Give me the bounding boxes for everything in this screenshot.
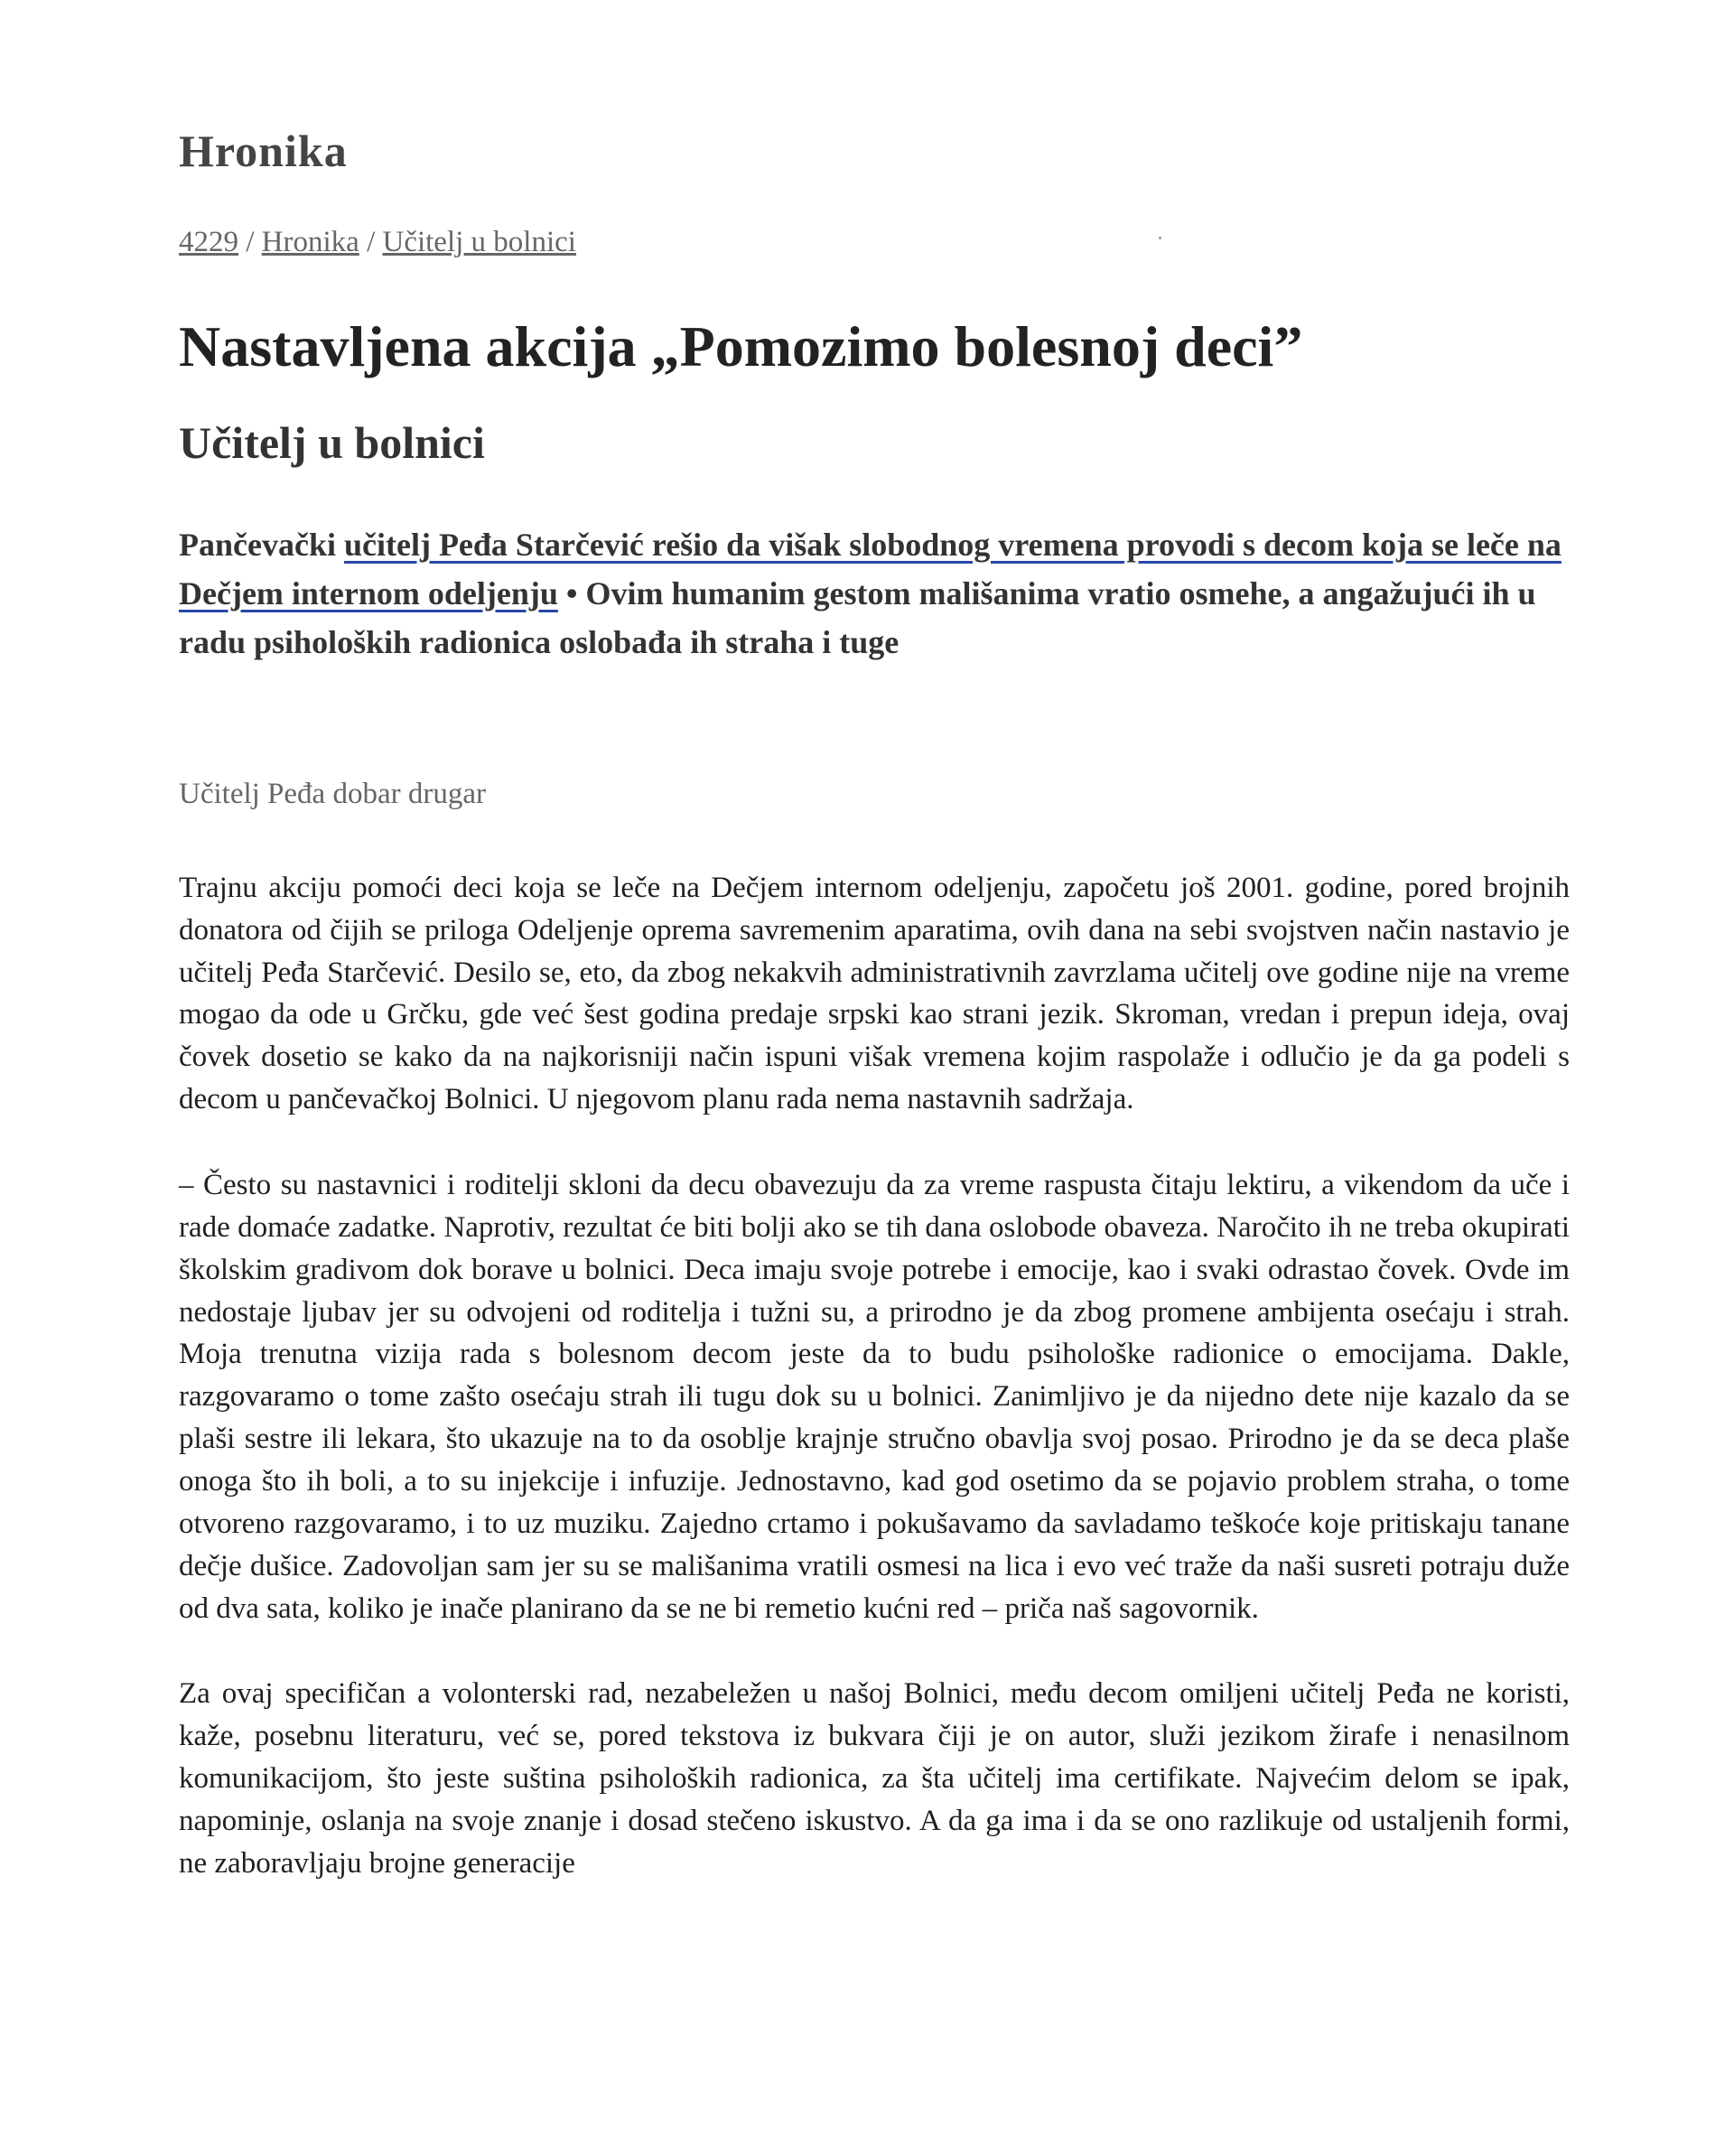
article-page [179, 126, 1570, 1928]
article-subheadline: Učitelj u bolnici [179, 417, 485, 469]
article-lead [179, 520, 1570, 667]
article-paragraph: – Često su nastavnici i roditelji skloni da decu obavezuju da za vreme raspusta čitaju lektiru, a vikendom da uče i rade domaće zadatke. Naprotiv, rezultat će biti bolji ako se tih dana oslobode obaveza. Naročito ih ne treba okupirati školskim gradivom dok borave u bolnici. Deca imaju svoje potrebe i emocije, kao i svaki odrastao čovek. Ovde im nedostaje ljubav jer su odvojeni od roditelja i tužni su, a prirodno je da zbog promene ambijenta osećaju i strah. Moja trenutna vizija rada s bolesnom decom jeste da to budu psihološke radionice o emocijama. Dakle, razgovaramo o tome zašto osećaju strah ili tugu dok su u bolnici. Zanimljivo je da nijedno dete nije kazalo da se plaši sestre ili lekara, što ukazuje na to da osoblje krajnje stručno obavlja svoj posao. Prirodno je da se deca plaše onoga što ih boli, a to su injekcije i infuzije. Jednostavno, kad god osetimo da se pojavio problem straha, o tome otvoreno razgovaramo, i to uz muziku. Zajedno crtamo i pokušavamo da savladamo teškoće koje pritiskaju tanane dečje dušice. Zadovoljan sam jer su se mališanima vratili osmesi na lica i evo već traže da naši susreti potraju duže od dva sata, koliko je inače planirano da se ne bi remetio kućni red – priča naš sagovornik. [179, 1169, 1570, 1625]
article-intro-line: Učitelj Peđa dobar drugar [179, 777, 486, 810]
article-headline: Nastavljena akcija „Pomozimo bolesnoj deci” [179, 313, 1303, 378]
breadcrumb-separator: / [238, 226, 262, 258]
article-paragraph: Za ovaj specifičan a volonterski rad, nezabeležen u našoj Bolnici, među decom omiljeni učitelj Peđa ne koristi, kaže, posebnu literaturu, već se, pored tekstova iz bukvara čiji je on autor, služi jezikom žirafe i nenasilnom komunikacijom, što jeste suština psiholoških radionica, za šta učitelj ima certifikate. Najvećim delom se ipak, napominje, oslanja na svoje znanje i dosad stečeno iskustvo. A da ga ima i da se ono razlikuje od ustaljenih formi, ne zaboravljaju brojne generacije [179, 1677, 1570, 1880]
breadcrumb [179, 225, 1570, 261]
lead-text: • Ovim humanim gestom mališanima vratio osmehe, a angažujući ih u radu psiholoških radionica oslobađa ih straha i tuge [179, 574, 1536, 660]
article-paragraph: Trajnu akciju pomoći deci koja se leče na Dečjem internom odeljenju, započetu još 2001. godine, pored brojnih donatora od čijih se priloga Odeljenje oprema savremenim aparatima, ovih dana na sebi svojstven način nastavio je učitelj Peđa Starčević. Desilo se, eto, da zbog nekakvih administrativnih zavrzlama učitelj ove godine nije na vreme mogao da ode u Grčku, gde već šest godina predaje srpski kao strani jezik. Skroman, vredan i prepun ideja, ovaj čovek dosetio se kako da na najkorisniji način ispuni višak vremena kojim raspolaže i odlučio je da ga podeli s decom u pančevačkoj Bolnici. U njegovom planu rada nema nastavnih sadržaja. [179, 871, 1570, 1116]
breadcrumb-category-link[interactable]: Hronika [261, 226, 359, 258]
lead-text: Pančevački [179, 526, 344, 563]
section-label: Hronika [179, 126, 348, 176]
breadcrumb-current-link[interactable]: Učitelj u bolnici [382, 226, 576, 258]
breadcrumb-separator: / [359, 226, 383, 258]
lead-underlined-text: učitelj Peđa Starčević rešio da višak slobodnog vremena provodi s decom koja se leče na Dečjem internom odeljenju [179, 526, 1562, 611]
breadcrumb-id-link[interactable]: 4229 [179, 226, 238, 258]
